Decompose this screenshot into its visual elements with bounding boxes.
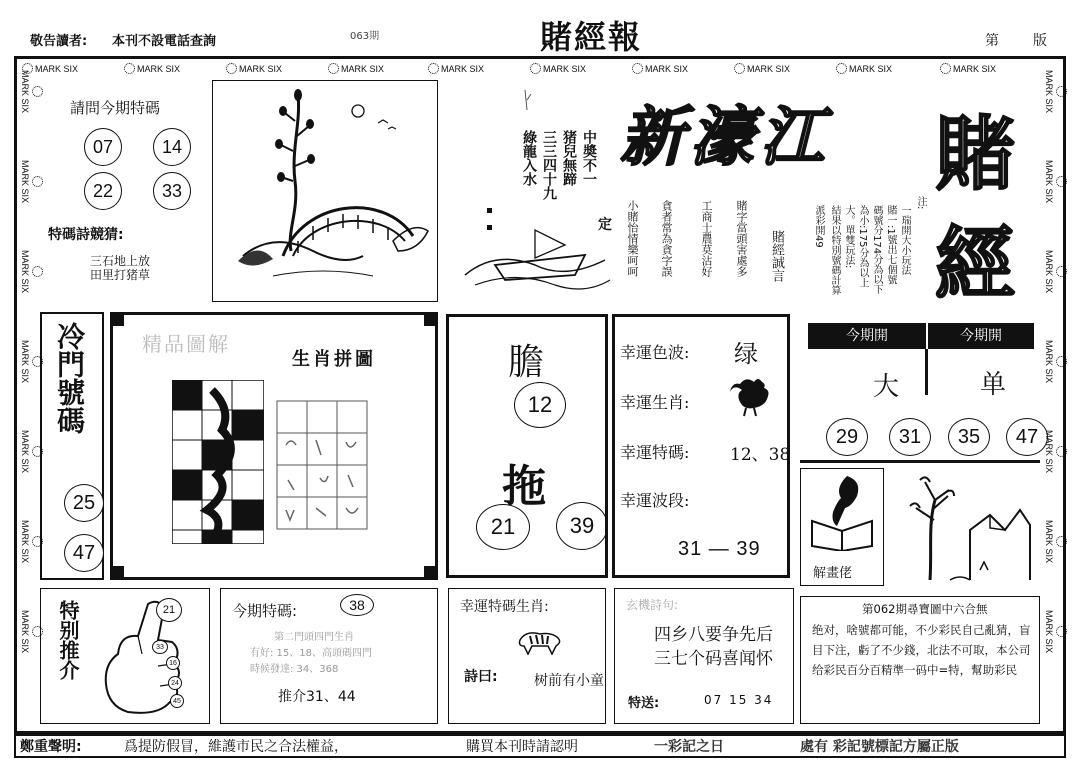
mark-six-text: MARK SIX [341, 63, 385, 74]
mark-six-text: MARK SIX [953, 63, 997, 74]
flower-icon [1056, 266, 1067, 277]
motto-label: 賭經誠言 [769, 230, 784, 282]
note-col-1: 一瑞開大小玩法 [899, 205, 910, 275]
flower-icon [1056, 356, 1067, 367]
mark-six-mark [328, 63, 384, 74]
special-number-4: 24 [168, 676, 182, 690]
issue-number: 063期 [350, 31, 380, 42]
note-col-7: 派彩開49 [813, 205, 824, 248]
mark-six-text: MARK SIX [1044, 520, 1054, 564]
note-col-2: 賭一:1號出七個號 [885, 205, 896, 285]
mark-six-mark [1044, 160, 1067, 203]
poem-line-2: 田里打猪草 [90, 268, 151, 282]
mark-six-text: MARK SIX [1044, 610, 1054, 654]
flower-icon [836, 63, 847, 74]
flower-icon [32, 356, 43, 367]
interpretation-book-frame [800, 468, 884, 586]
poem-line-1: 三石地上放 [90, 254, 151, 268]
motto-col-3: 工商士農莫沾好 [700, 200, 713, 277]
lucky-band-label: 幸運波段: [620, 491, 690, 510]
flower-icon [1056, 626, 1067, 637]
mark-six-text: MARK SIX [137, 63, 181, 74]
mark-six-mark [428, 63, 484, 74]
motto-col-4: 賭字當頭害處多 [735, 200, 748, 277]
open-number-1: 29 [826, 418, 868, 456]
page-suffix: 版 [1033, 33, 1047, 49]
mark-six-mark [632, 63, 688, 74]
mark-six-mark [226, 63, 282, 74]
send-label: 特送: [628, 696, 660, 711]
center-bold-col-3: 猪兒無蹄 [561, 130, 577, 186]
verse-faded-title: 玄機詩句: [626, 598, 679, 612]
motto-col-2: 貪者常為貪字誤 [660, 200, 673, 277]
footer-text-1: 爲提防假冒，維護市民之合法權益， [124, 739, 348, 755]
open-value-2: 单 [980, 370, 1007, 400]
center-bold-col-1: 綠龍入水 [521, 130, 537, 186]
interpretation-caption: 解畫佬 [813, 566, 853, 581]
note-label: 注: [915, 196, 926, 210]
query-number-1: 07 [84, 128, 122, 166]
flower-icon [940, 63, 951, 74]
flower-icon [124, 63, 135, 74]
lucky-special-value: 12、38 [730, 445, 791, 465]
query-heading: 請問今期特碼 [70, 99, 161, 117]
open-number-3: 35 [948, 418, 990, 456]
open-tab-2: 今期開 [928, 323, 1034, 349]
mark-six-mark [124, 63, 180, 74]
flower-icon [32, 266, 43, 277]
flower-icon [32, 86, 43, 97]
footer-text-2: 購買本刊時請認明 [466, 739, 578, 755]
mark-six-mark [734, 63, 790, 74]
brand-side-2: 經 [935, 217, 1015, 311]
mark-six-text: MARK SIX [849, 63, 893, 74]
mark-six-mark [530, 63, 586, 74]
cold-number-1: 25 [64, 484, 104, 522]
corner-mark-bl [110, 566, 124, 580]
brand-side-1: 賭 [935, 107, 1015, 201]
special-number-1: 21 [156, 598, 182, 622]
flower-icon [1056, 86, 1067, 97]
flower-icon [328, 63, 339, 74]
bridge-illustration [213, 81, 435, 299]
faded-line-1: 第二門頭四門生肖 [274, 632, 354, 643]
bold-number-2: 21 [476, 504, 530, 550]
mark-six-mark [20, 250, 43, 293]
mark-six-text: MARK SIX [1044, 250, 1054, 294]
flower-icon [428, 63, 439, 74]
flower-icon [32, 176, 43, 187]
mark-six-mark [1044, 430, 1067, 473]
flower-icon [32, 536, 43, 547]
mark-six-mark [1044, 70, 1067, 113]
center-bold-col-2: 三三四十九 [541, 130, 557, 200]
note-col-6: 結果以特別號碼計算 [829, 205, 840, 295]
lucky-zodiac-label: 幸運生肖: [620, 393, 690, 412]
special-number-2: 33 [152, 640, 168, 654]
mark-six-mark [20, 160, 43, 203]
corner-mark-br [424, 566, 438, 580]
mark-six-text: MARK SIX [239, 63, 283, 74]
zodiac-title: 生肖拼圖 [292, 349, 376, 370]
footer-text-4: 處有 彩記號標記方屬正版 [800, 739, 959, 755]
mark-six-text: MARK SIX [1044, 430, 1054, 474]
faded-line-3: 時候發達: 34、368 [250, 664, 339, 675]
notice-label: 敬告讀者: [30, 34, 88, 49]
flower-icon [1056, 536, 1067, 547]
note-col-4: 為小:175分為以上 [857, 205, 868, 288]
this-issue-number: 38 [340, 594, 374, 616]
open-bottom-rule [800, 460, 1040, 463]
special-number-3: 16 [166, 656, 180, 670]
mark-six-text: MARK SIX [1044, 340, 1054, 384]
mark-six-text: MARK SIX [20, 520, 30, 564]
this-issue-recommend: 推介31、44 [278, 689, 356, 705]
rooster-icon [724, 376, 774, 418]
poem-label: 詩曰: [464, 669, 498, 685]
open-number-2: 31 [889, 418, 931, 456]
notice-text: 本刊不設電話查詢 [112, 34, 217, 49]
mark-six-mark [20, 340, 43, 383]
query-number-3: 22 [84, 172, 122, 210]
cold-title: 冷門號碼 [53, 322, 86, 434]
mark-six-mark [20, 610, 43, 653]
mark-six-mark [1044, 250, 1067, 293]
center-top-illustration [455, 80, 615, 305]
mark-six-mark [20, 70, 43, 113]
corner-mark-tr [424, 312, 438, 326]
note-col-5: 大。單雙玩法: [843, 205, 854, 269]
note-col-3: 碼號分174分為以下 [871, 205, 882, 295]
verse-line-1: 四乡八要争先后 [654, 625, 773, 645]
center-bold-col-4: 中奬不一 [581, 130, 597, 186]
zodiac-puzzle-image [172, 380, 264, 544]
query-number-4: 33 [153, 172, 191, 210]
faded-line-2: 有好: 15、18、高頭碼四門 [250, 648, 372, 659]
corner-mark-tl [110, 312, 124, 326]
mark-six-text: MARK SIX [645, 63, 689, 74]
mark-six-text: MARK SIX [441, 63, 485, 74]
flower-icon [1056, 446, 1067, 457]
mark-six-text: MARK SIX [35, 63, 79, 74]
open-tab-1: 今期開 [808, 323, 926, 349]
mark-six-text: MARK SIX [1044, 160, 1054, 204]
column-text: 绝对，啥號都可能，不少彩民自己亂猜，盲目下注，虧了不少錢，北法不可取，本公司给彩民百分百精準一码中=特，幫助彩民 [812, 623, 1031, 677]
bold-number-1: 12 [514, 382, 566, 428]
mark-six-mark [940, 63, 996, 74]
page-title: 賭經報 [540, 18, 643, 56]
mark-six-mark [836, 63, 892, 74]
tree-illustration [890, 470, 1038, 588]
footer-label: 鄭重聲明: [20, 739, 82, 755]
special-label: 特别推介 [56, 600, 80, 680]
mark-six-text: MARK SIX [20, 610, 30, 654]
query-number-2: 14 [153, 128, 191, 166]
lucky-special-label: 幸運特碼: [620, 443, 690, 462]
open-number-4: 47 [1006, 418, 1048, 456]
open-value-1: 大 [873, 372, 900, 402]
lucky-range: 31 — 39 [678, 538, 761, 560]
lucky-color-label: 幸運色波: [620, 343, 690, 362]
mark-six-text: MARK SIX [20, 250, 30, 294]
mark-six-text: MARK SIX [1044, 70, 1054, 114]
flower-icon [734, 63, 745, 74]
flower-icon [226, 63, 237, 74]
brand-title: 新濠江 [620, 100, 830, 175]
center-small-char: 定 [598, 217, 612, 233]
send-numbers: 07 15 34 [704, 693, 774, 707]
this-issue-label: 今期特碼: [232, 602, 298, 620]
bold-char-2: 拖 [502, 461, 546, 512]
tiger-icon [516, 626, 564, 656]
motto-col-1: 小賭怡情樂呵呵 [626, 200, 639, 277]
verse-line-2: 三七个码喜闻怀 [654, 649, 773, 669]
lucky-zodiac-title: 幸運特碼生肖: [460, 599, 549, 615]
lucky-color-value: 绿 [734, 340, 758, 368]
mark-six-text: MARK SIX [543, 63, 587, 74]
flower-icon [1056, 176, 1067, 187]
bold-number-3: 39 [556, 502, 608, 550]
bold-char-1: 膽 [508, 342, 545, 383]
footer-text-3: 一彩記之日 [654, 739, 724, 755]
flower-icon [632, 63, 643, 74]
mark-six-text: MARK SIX [20, 160, 30, 204]
poem-heading: 特碼詩競猜: [48, 227, 124, 243]
mark-six-text: MARK SIX [20, 70, 30, 114]
mark-six-mark [20, 520, 43, 563]
flower-icon [32, 626, 43, 637]
zodiac-sketch-grid [276, 400, 368, 530]
flower-icon [530, 63, 541, 74]
column-title: 第062期尋寶圖中六合無 [862, 602, 988, 616]
mark-six-mark [1044, 520, 1067, 563]
cold-number-2: 47 [64, 534, 104, 572]
poem-text: 树前有小童 [534, 673, 604, 689]
mark-six-text: MARK SIX [20, 430, 30, 474]
flower-icon [32, 446, 43, 457]
page-label: 第 [985, 33, 999, 49]
mark-six-mark [1044, 340, 1067, 383]
zodiac-faded-title: 精品圖解 [142, 332, 230, 356]
mark-six-text: MARK SIX [747, 63, 791, 74]
open-divider [925, 349, 928, 395]
bridge-picture-frame [212, 80, 438, 302]
special-number-5: 45 [170, 694, 184, 708]
mark-six-mark [20, 430, 43, 473]
mark-six-text: MARK SIX [20, 340, 30, 384]
mark-six-mark [1044, 610, 1067, 653]
